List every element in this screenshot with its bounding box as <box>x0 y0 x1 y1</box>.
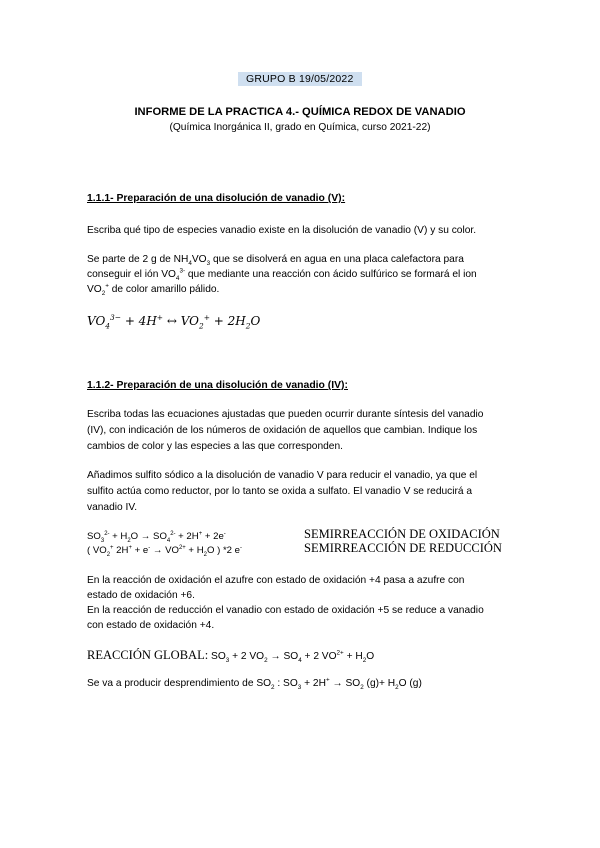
section-1-answer-line-2: conseguir el ión $VO_4^{3-}$ que mediante una reacción con ácido sulfúrico se formará el ion <box>87 267 477 283</box>
section-2-answer-line-1: Añadimos sulfito sódico a la disolución de vanadio V para reducir el vanadio, ya que el <box>87 470 478 481</box>
global-reaction: REACCIÓN GLOBAL: $SO_3 + 2$ $VO_2 \to SO_4 + 2$ $VO^{2+} + H_2O$ <box>87 648 375 665</box>
reduction-half-reaction: ( $VO_2^+$ $2H^+ + e^- \to VO^{2+} + H_2O$ ) *2 e- <box>87 544 242 558</box>
section-2-question-line-3: cambios de color y las especies a las que corresponden. <box>87 441 343 452</box>
section-2-question-line-2: (IV), con indicación de los números de oxidación de aquellos que cambian. Indique los <box>87 425 478 436</box>
section-2-answer-line-3: vanadio IV. <box>87 502 138 513</box>
section-2-heading: 1.1.2- Preparación de una disolución de vanadio (IV): <box>87 380 348 391</box>
so2-release-equation: Se va a producir desprendimiento de $SO_2$ : $SO_3 + 2H^+ \to SO_2$ $(g)+ H_2O$ (g) <box>87 676 422 692</box>
section-2-question-line-1: Escriba todas las ecuaciones ajustadas que pueden ocurrir durante síntesis del vanadio <box>87 409 484 420</box>
reduction-label: SEMIRREACCIÓN DE REDUCCIÓN <box>304 541 502 555</box>
report-title: INFORME DE LA PRACTICA 4.- QUÍMICA REDOX DE VANADIO <box>134 106 466 118</box>
section-1-question: Escriba qué tipo de especies vanadio existe en la disolución de vanadio (V) y su color. <box>87 225 477 236</box>
vanadate-equation: $VO_4^{3-} + 4H^+$ ↔ $VO_2^+ + 2H_2O$ <box>87 313 261 331</box>
report-subtitle: (Química Inorgánica II, grado en Química, curso 2021-22) <box>169 122 431 133</box>
reduction-explanation-line-1: En la reacción de reducción el vanadio con estado de oxidación +5 se reduce a vanadio <box>87 605 484 616</box>
oxidation-explanation-line-2: estado de oxidación +6. <box>87 590 195 601</box>
group-date-tag: GRUPO B 19/05/2022 <box>238 72 362 86</box>
oxidation-half-reaction: $SO_3^{2-} + H_2O \to SO_4^{2-} + 2H^+ + 2e^-$ <box>87 530 226 544</box>
oxidation-label: SEMIRREACCIÓN DE OXIDACIÓN <box>304 527 500 541</box>
section-1-heading: 1.1.1- Preparación de una disolución de vanadio (V): <box>87 193 346 204</box>
global-reaction-label: REACCIÓN GLOBAL: <box>87 648 209 662</box>
section-2-answer-line-2: sulfito actúa como reductor, por lo tanto se oxida a sulfato. El vanadio V se reducirá a <box>87 486 473 497</box>
oxidation-explanation-line-1: En la reacción de oxidación el azufre con estado de oxidación +4 pasa a azufre con <box>87 575 465 586</box>
section-1-answer-line-1: Se parte de 2 g de $NH_4VO_3$ que se disolverá en agua en una placa calefactora para <box>87 254 464 268</box>
section-1-answer-line-3: $VO_2^+$ de color amarillo pálido. <box>87 282 220 298</box>
reduction-explanation-line-2: con estado de oxidación +4. <box>87 620 215 631</box>
